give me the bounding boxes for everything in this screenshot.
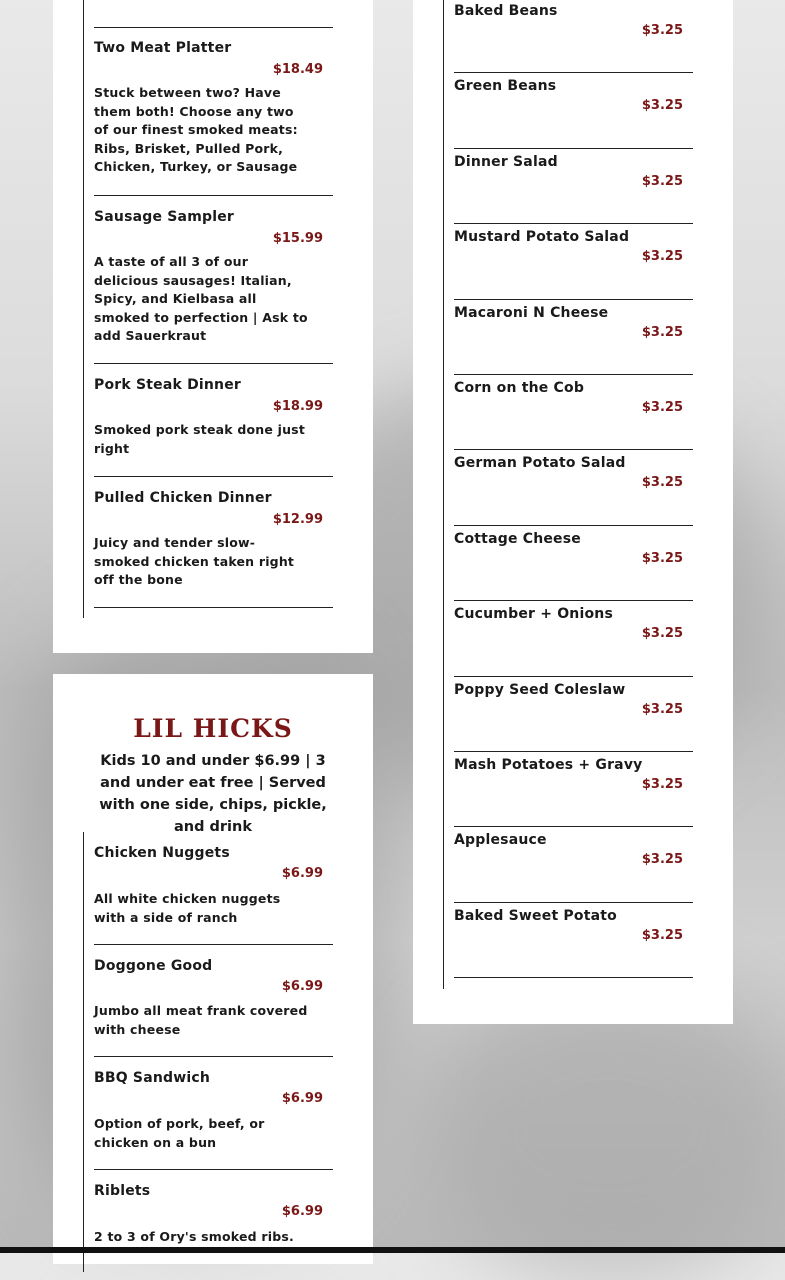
- background-texture: [420, 980, 785, 1280]
- menu-item: [94, 477, 333, 608]
- sides-card: [413, 0, 733, 1024]
- item-name: Pulled Chicken Dinner: [94, 490, 272, 506]
- item-price: $15.99: [272, 231, 323, 246]
- item-description: Option of pork, beef, or chicken on a bun: [94, 1116, 265, 1150]
- item-name: Cucumber + Onions: [454, 606, 613, 623]
- item-name: Baked Sweet Potato: [454, 907, 617, 924]
- item-price: $3.25: [641, 400, 683, 415]
- item-price: $3.25: [641, 324, 683, 340]
- item-price: $3.25: [641, 550, 683, 566]
- side-item: [454, 601, 693, 676]
- side-item: [454, 375, 693, 450]
- item-name: Applesauce: [454, 832, 547, 849]
- item-price: $6.99: [281, 1204, 323, 1219]
- bottom-edge: [0, 1247, 785, 1253]
- item-name: Mash Potatoes + Gravy: [454, 757, 643, 773]
- item-price: $18.49: [272, 62, 323, 77]
- item-price: $12.99: [272, 512, 323, 527]
- item-price: $6.99: [281, 866, 323, 881]
- item-name: Chicken Nuggets: [94, 845, 230, 861]
- item-price: $3.25: [641, 98, 683, 114]
- side-item: [454, 300, 693, 375]
- item-name: Green Beans: [454, 78, 557, 95]
- item-name: Dinner Salad: [454, 153, 558, 170]
- item-name: Baked Beans: [454, 3, 558, 19]
- side-item: [454, 677, 693, 752]
- item-price: $18.99: [272, 399, 323, 414]
- item-name: Doggone Good: [94, 958, 213, 974]
- side-item: [454, 752, 693, 827]
- item-price: $3.25: [641, 23, 683, 38]
- menu-item: [94, 364, 333, 477]
- item-description: A taste of all 3 of our delicious sausages! Italian, Spicy, and Kielbasa all smoked to perfection | Ask to add Sauerkraut: [94, 254, 308, 343]
- item-price: $3.25: [641, 626, 683, 642]
- item-price: $3.25: [641, 852, 683, 868]
- item-name: Riblets: [94, 1183, 151, 1199]
- sides-list: [443, 0, 704, 989]
- entrees-list: [83, 0, 344, 618]
- side-item: [454, 903, 693, 978]
- item-description: 2 to 3 of Ory's smoked ribs.: [94, 1229, 294, 1244]
- item-name: Mustard Potato Salad: [454, 229, 630, 246]
- section-subtitle: Kids 10 and under $6.99 | 3 and under eat free | Served with one side, chips, pickle, and drink: [99, 753, 327, 835]
- item-price: $3.25: [641, 927, 683, 943]
- lil-hicks-card: [53, 674, 373, 1264]
- item-name: BBQ Sandwich: [94, 1070, 211, 1086]
- item-price: $3.25: [641, 475, 683, 491]
- side-item: [454, 827, 693, 902]
- side-item: [454, 73, 693, 148]
- item-description: All white chicken nuggets with a side of ranch: [94, 891, 281, 925]
- side-item: [454, 526, 693, 601]
- item-description: Juicy and tender slow-smoked chicken taken right off the bone: [94, 535, 295, 587]
- item-name: Poppy Seed Coleslaw: [454, 681, 626, 698]
- item-price: $6.99: [281, 979, 323, 994]
- side-item: [454, 224, 693, 299]
- menu-item: [94, 945, 333, 1057]
- item-name: German Potato Salad: [454, 455, 626, 472]
- item-name: Cottage Cheese: [454, 530, 581, 547]
- item-name: Macaroni N Cheese: [454, 304, 609, 321]
- item-description: Smoked pork steak done just right: [94, 422, 305, 456]
- entrees-card: [53, 0, 373, 653]
- section-title: LIL HICKS: [133, 714, 293, 743]
- item-description: Jumbo all meat frank covered with cheese: [94, 1003, 308, 1037]
- item-price: $3.25: [641, 777, 683, 792]
- menu-item: [94, 832, 333, 945]
- menu-item: [94, 196, 333, 364]
- item-name: Corn on the Cob: [454, 380, 585, 396]
- item-price: $6.99: [281, 1091, 323, 1106]
- item-name: Pork Steak Dinner: [94, 377, 242, 393]
- item-price: $3.25: [641, 173, 683, 189]
- kids-list: [83, 832, 344, 1272]
- item-description: Stuck between two? Have them both! Choose any two of our finest smoked meats: Ribs, Brisket, Pulled Pork, Chicken, Turkey, or Sausage: [94, 85, 298, 174]
- item-price: $3.25: [641, 249, 683, 265]
- side-item: [454, 450, 693, 525]
- item-name: Sausage Sampler: [94, 209, 235, 225]
- menu-item: [94, 27, 333, 196]
- menu-item: [94, 1170, 333, 1280]
- side-item: [454, 149, 693, 224]
- item-name: Two Meat Platter: [94, 40, 232, 56]
- menu-item: [94, 1057, 333, 1170]
- side-item: [454, 0, 693, 73]
- item-price: $3.25: [641, 701, 683, 717]
